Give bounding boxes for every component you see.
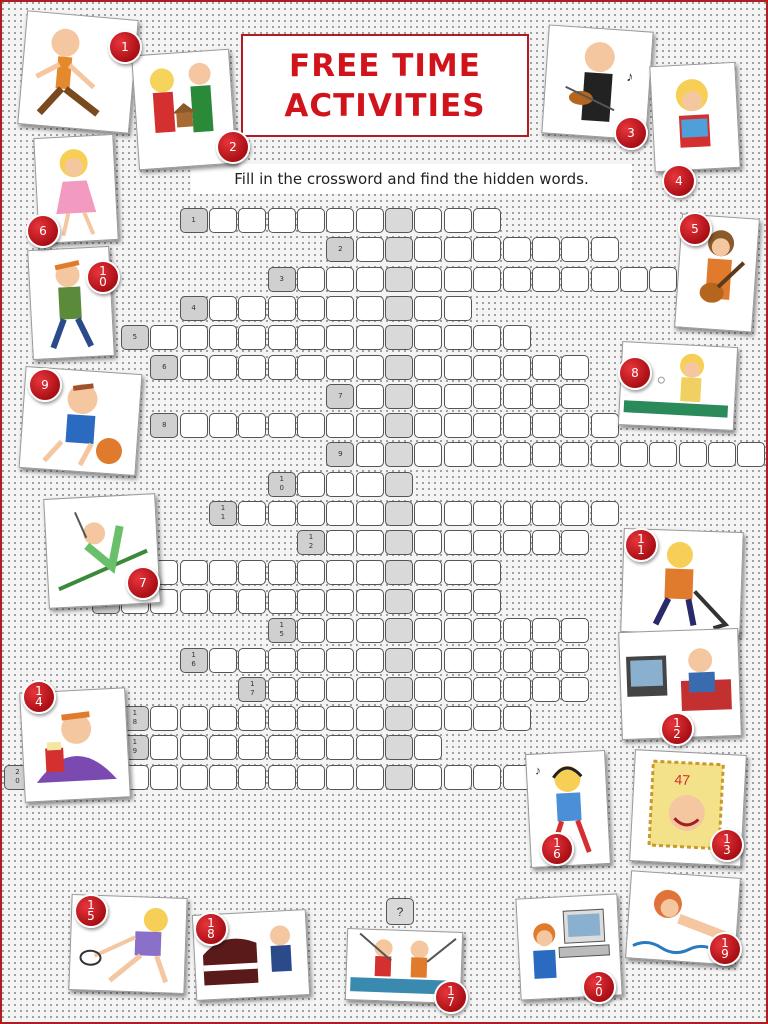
letter-cell[interactable] [444,501,472,526]
letter-cell[interactable] [444,208,472,233]
clue-number: 15 [279,621,284,639]
letter-cell[interactable] [444,530,472,555]
badge-17: 17 [434,980,468,1014]
letter-cell[interactable] [473,706,501,731]
letter-cell[interactable] [473,530,501,555]
letter-cell[interactable] [444,413,472,438]
title-line-1: FREE TIME [289,47,481,84]
letter-cell[interactable] [414,442,442,467]
title-line-2: ACTIVITIES [284,87,486,124]
badge-5: 5 [678,212,712,246]
letter-cell[interactable] [297,296,325,321]
letter-cell[interactable] [503,530,531,555]
letter-cell[interactable] [503,442,531,467]
letter-cell[interactable] [209,208,237,233]
letter-cell[interactable] [414,589,442,614]
letter-cell[interactable] [356,237,384,262]
letter-cell[interactable] [209,325,237,350]
letter-cell[interactable] [238,501,266,526]
clue-number-cell [121,325,149,350]
clue-number-cell [268,472,296,497]
letter-cell[interactable] [356,413,384,438]
letter-cell[interactable] [561,267,589,292]
letter-cell[interactable] [356,442,384,467]
letter-cell[interactable] [209,648,237,673]
letter-cell[interactable] [297,267,325,292]
hidden-word-cell[interactable] [385,706,413,731]
letter-cell[interactable] [620,267,648,292]
letter-cell[interactable] [297,355,325,380]
badge-20: 20 [582,970,616,1004]
letter-cell[interactable] [591,237,619,262]
svg-text:47: 47 [674,771,691,789]
letter-cell[interactable] [414,413,442,438]
clue-number: 17 [250,679,255,697]
letter-cell[interactable] [473,355,501,380]
badge-4: 4 [662,164,696,198]
hidden-word-cell[interactable] [385,530,413,555]
hidden-word-cell[interactable] [385,413,413,438]
letter-cell[interactable] [238,413,266,438]
letter-cell[interactable] [532,618,560,643]
letter-cell[interactable] [326,735,354,760]
letter-cell[interactable] [444,648,472,673]
badge-19: 19 [708,932,742,966]
badge-18: 18 [194,912,228,946]
letter-cell[interactable] [561,413,589,438]
letter-cell[interactable] [268,589,296,614]
letter-cell[interactable] [532,442,560,467]
letter-cell[interactable] [473,208,501,233]
letter-cell[interactable] [297,735,325,760]
letter-cell[interactable] [268,648,296,673]
letter-cell[interactable] [444,267,472,292]
letter-cell[interactable] [561,384,589,409]
hidden-word-cell[interactable] [385,208,413,233]
letter-cell[interactable] [297,325,325,350]
hidden-word-cell[interactable] [385,237,413,262]
letter-cell[interactable] [473,677,501,702]
letter-cell[interactable] [238,735,266,760]
letter-cell[interactable] [209,413,237,438]
letter-cell[interactable] [591,442,619,467]
badge-3: 3 [614,116,648,150]
clue-number: 5 [132,333,138,342]
letter-cell[interactable] [326,530,354,555]
letter-cell[interactable] [209,296,237,321]
letter-cell[interactable] [532,267,560,292]
letter-cell[interactable] [180,589,208,614]
letter-cell[interactable] [356,384,384,409]
letter-cell[interactable] [444,765,472,790]
clue-number: 3 [279,274,284,283]
letter-cell[interactable] [238,589,266,614]
instructions: Fill in the crossword and find the hidden words. [191,164,632,194]
hidden-word-cell[interactable] [385,648,413,673]
letter-cell[interactable] [679,442,707,467]
letter-cell[interactable] [649,442,677,467]
letter-cell[interactable] [268,677,296,702]
letter-cell[interactable] [473,765,501,790]
letter-cell[interactable] [268,355,296,380]
letter-cell[interactable] [532,648,560,673]
letter-cell[interactable] [591,413,619,438]
letter-cell[interactable] [238,208,266,233]
letter-cell[interactable] [561,618,589,643]
letter-cell[interactable] [150,735,178,760]
letter-cell[interactable] [209,706,237,731]
letter-cell[interactable] [503,618,531,643]
letter-cell[interactable] [473,384,501,409]
clue-number: 8 [162,421,167,430]
letter-cell[interactable] [268,560,296,585]
letter-cell[interactable] [297,648,325,673]
clue-number-cell [180,208,208,233]
letter-cell[interactable] [356,735,384,760]
letter-cell[interactable] [503,501,531,526]
letter-cell[interactable] [473,267,501,292]
letter-cell[interactable] [209,765,237,790]
letter-cell[interactable] [414,325,442,350]
letter-cell[interactable] [444,325,472,350]
hidden-word-cell[interactable] [385,442,413,467]
letter-cell[interactable] [297,706,325,731]
letter-cell[interactable] [561,237,589,262]
letter-cell[interactable] [561,501,589,526]
clue-number: 6 [162,362,167,371]
letter-cell[interactable] [414,618,442,643]
hidden-word-cell[interactable] [385,325,413,350]
letter-cell[interactable] [326,296,354,321]
letter-cell[interactable] [503,706,531,731]
letter-cell[interactable] [297,765,325,790]
letter-cell[interactable] [561,355,589,380]
clue-number-cell [238,677,266,702]
hidden-word-cell[interactable] [385,267,413,292]
hidden-word-cell[interactable] [385,589,413,614]
letter-cell[interactable] [503,413,531,438]
clue-number-cell [326,384,354,409]
book-icon [650,63,739,171]
svg-text:♪: ♪ [534,763,542,778]
letter-cell[interactable] [326,648,354,673]
letter-cell[interactable] [414,296,442,321]
clue-number: 18 [132,709,138,727]
letter-cell[interactable] [444,560,472,585]
letter-cell[interactable] [532,501,560,526]
letter-cell[interactable] [356,267,384,292]
letter-cell[interactable] [473,501,501,526]
hidden-word-cell[interactable] [385,677,413,702]
clue-number: 12 [308,533,314,551]
badge-11: 11 [624,528,658,562]
letter-cell[interactable] [326,677,354,702]
letter-cell[interactable] [532,413,560,438]
letter-cell[interactable] [561,648,589,673]
letter-cell[interactable] [414,735,442,760]
letter-cell[interactable] [238,765,266,790]
letter-cell[interactable] [297,501,325,526]
letter-cell[interactable] [297,677,325,702]
clue-number-cell [150,355,178,380]
letter-cell[interactable] [473,237,501,262]
letter-cell[interactable] [561,530,589,555]
letter-cell[interactable] [737,442,765,467]
letter-cell[interactable] [473,589,501,614]
hidden-word-cell[interactable] [385,618,413,643]
clue-number: 7 [338,391,343,400]
letter-cell[interactable] [414,706,442,731]
clue-number-cell [180,648,208,673]
letter-cell[interactable] [356,765,384,790]
clue-number: 10 [279,474,284,492]
svg-text:♪: ♪ [625,68,635,85]
badge-9: 9 [28,368,62,402]
letter-cell[interactable] [473,618,501,643]
letter-cell[interactable] [268,325,296,350]
letter-cell[interactable] [473,325,501,350]
letter-cell[interactable] [414,677,442,702]
hidden-word-cell[interactable] [385,296,413,321]
letter-cell[interactable] [532,237,560,262]
letter-cell[interactable] [150,325,178,350]
letter-cell[interactable] [620,442,648,467]
badge-12: 12 [660,712,694,746]
letter-cell[interactable] [444,296,472,321]
hidden-word-cell[interactable] [385,560,413,585]
letter-cell[interactable] [326,706,354,731]
letter-cell[interactable] [356,472,384,497]
letter-cell[interactable] [326,618,354,643]
letter-cell[interactable] [503,237,531,262]
letter-cell[interactable] [503,648,531,673]
clue-number-cell [209,501,237,526]
letter-cell[interactable] [238,325,266,350]
letter-cell[interactable] [268,501,296,526]
letter-cell[interactable] [326,325,354,350]
badge-13: 13 [710,828,744,862]
clue-number: 19 [132,738,138,756]
letter-cell[interactable] [238,648,266,673]
letter-cell[interactable] [268,296,296,321]
clue-number: 9 [338,450,343,459]
letter-cell[interactable] [473,648,501,673]
hidden-word-cell[interactable] [385,735,413,760]
badge-14: 14 [22,680,56,714]
letter-cell[interactable] [561,677,589,702]
letter-cell[interactable] [268,208,296,233]
letter-cell[interactable] [414,384,442,409]
clue-number-cell [268,618,296,643]
letter-cell[interactable] [356,589,384,614]
badge-2: 2 [216,130,250,164]
hidden-word-cell[interactable] [385,501,413,526]
letter-cell[interactable] [238,355,266,380]
letter-cell[interactable] [414,648,442,673]
letter-cell[interactable] [268,706,296,731]
clue-number-cell [326,237,354,262]
letter-cell[interactable] [591,501,619,526]
letter-cell[interactable] [444,618,472,643]
badge-10: 10 [86,260,120,294]
letter-cell[interactable] [414,237,442,262]
letter-cell[interactable] [180,706,208,731]
letter-cell[interactable] [503,267,531,292]
letter-cell[interactable] [356,208,384,233]
clue-number-cell [297,530,325,555]
clue-number-cell [150,413,178,438]
letter-cell[interactable] [180,325,208,350]
letter-cell[interactable] [150,765,178,790]
letter-cell[interactable] [356,648,384,673]
badge-16: 16 [540,832,574,866]
letter-cell[interactable] [209,735,237,760]
letter-cell[interactable] [649,267,677,292]
letter-cell[interactable] [356,560,384,585]
letter-cell[interactable] [297,560,325,585]
hidden-word-cell[interactable] [385,765,413,790]
letter-cell[interactable] [503,384,531,409]
letter-cell[interactable] [268,413,296,438]
letter-cell[interactable] [356,530,384,555]
letter-cell[interactable] [444,355,472,380]
letter-cell[interactable] [444,589,472,614]
letter-cell[interactable] [326,472,354,497]
letter-cell[interactable] [209,589,237,614]
letter-cell[interactable] [297,589,325,614]
letter-cell[interactable] [414,501,442,526]
letter-cell[interactable] [591,267,619,292]
letter-cell[interactable] [473,442,501,467]
badge-7: 7 [126,566,160,600]
hidden-word-cell[interactable] [385,384,413,409]
letter-cell[interactable] [238,706,266,731]
letter-cell[interactable] [326,501,354,526]
clue-number: 4 [191,303,196,312]
clue-number: 2 [338,245,343,254]
letter-cell[interactable] [473,560,501,585]
letter-cell[interactable] [532,677,560,702]
letter-cell[interactable] [532,355,560,380]
letter-cell[interactable] [708,442,736,467]
letter-cell[interactable] [444,442,472,467]
badge-6: 6 [26,214,60,248]
letter-cell[interactable] [414,560,442,585]
clue-number: 11 [220,504,226,521]
hidden-word-cell[interactable] [385,472,413,497]
letter-cell[interactable] [503,677,531,702]
letter-cell[interactable] [150,706,178,731]
letter-cell[interactable] [326,765,354,790]
clue-number-cell [268,267,296,292]
letter-cell[interactable] [444,237,472,262]
letter-cell[interactable] [180,355,208,380]
letter-cell[interactable] [326,413,354,438]
letter-cell[interactable] [561,442,589,467]
letter-cell[interactable] [356,677,384,702]
letter-cell[interactable] [356,296,384,321]
letter-cell[interactable] [356,618,384,643]
letter-cell[interactable] [268,735,296,760]
letter-cell[interactable] [209,355,237,380]
letter-cell[interactable] [297,618,325,643]
letter-cell[interactable] [414,208,442,233]
letter-cell[interactable] [356,501,384,526]
letter-cell[interactable] [532,530,560,555]
letter-cell[interactable] [180,413,208,438]
letter-cell[interactable] [297,472,325,497]
hidden-word-cell[interactable] [385,355,413,380]
letter-cell[interactable] [444,677,472,702]
letter-cell[interactable] [503,355,531,380]
badge-15: 15 [74,894,108,928]
letter-cell[interactable] [356,355,384,380]
letter-cell[interactable] [326,208,354,233]
letter-cell[interactable] [414,355,442,380]
letter-cell[interactable] [473,413,501,438]
clue-number: 1 [191,216,196,224]
letter-cell[interactable] [326,355,354,380]
letter-cell[interactable] [297,413,325,438]
letter-cell[interactable] [297,208,325,233]
letter-cell[interactable] [326,267,354,292]
clue-number-cell [180,296,208,321]
title-box [241,34,529,137]
letter-cell[interactable] [532,384,560,409]
clue-number: 16 [191,650,196,668]
badge-1: 1 [108,30,142,64]
letter-cell[interactable] [180,560,208,585]
letter-cell[interactable] [414,765,442,790]
letter-cell[interactable] [180,735,208,760]
picture-reading-boy [649,62,740,172]
letter-cell[interactable] [414,267,442,292]
letter-cell[interactable] [326,589,354,614]
picture-stretching-man [17,10,139,133]
clue-number-cell [326,442,354,467]
letter-cell[interactable] [268,765,296,790]
clue-number: 20 [15,767,20,785]
letter-cell[interactable] [238,560,266,585]
letter-cell[interactable] [180,765,208,790]
letter-cell[interactable] [444,706,472,731]
letter-cell[interactable] [209,560,237,585]
badge-8: 8 [618,356,652,390]
letter-cell[interactable] [238,296,266,321]
letter-cell[interactable] [503,325,531,350]
letter-cell[interactable] [414,530,442,555]
letter-cell[interactable] [356,325,384,350]
letter-cell[interactable] [356,706,384,731]
hidden-word-marker: ? [386,898,414,925]
letter-cell[interactable] [326,560,354,585]
letter-cell[interactable] [444,384,472,409]
